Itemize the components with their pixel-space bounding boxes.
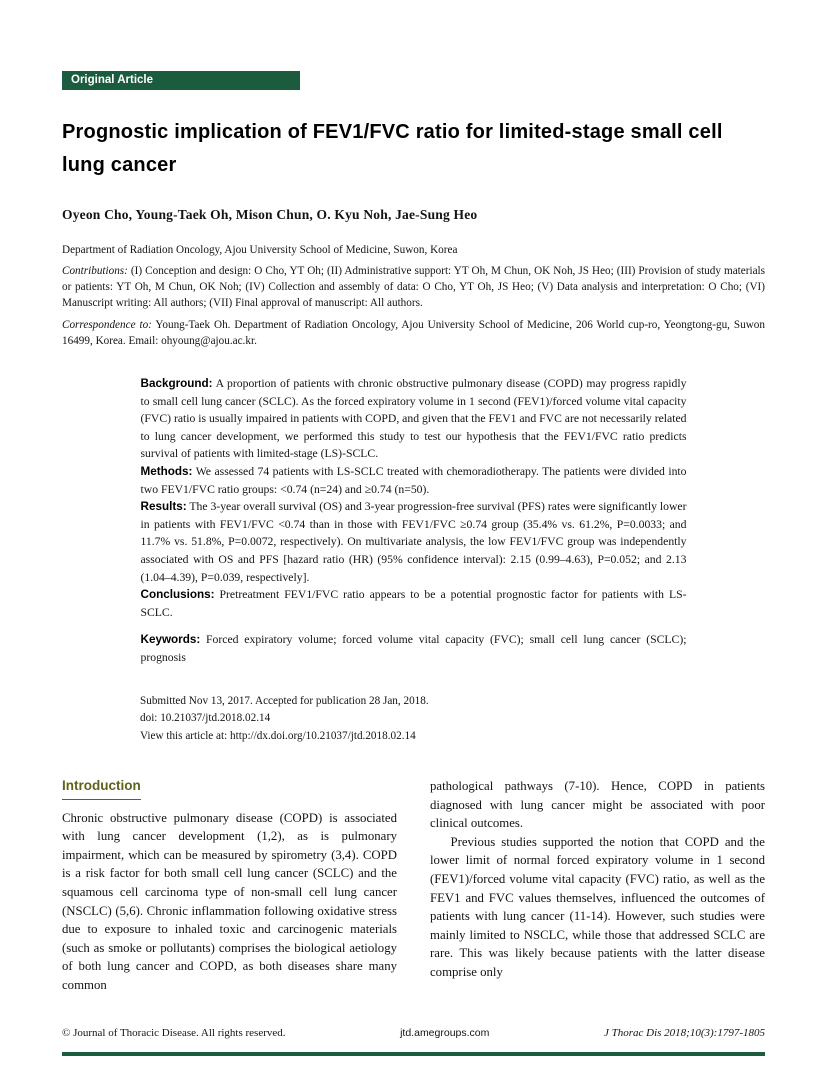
abstract-results bbox=[141, 498, 687, 586]
conclusions-text: Pretreatment FEV1/FVC ratio appears to be a potential prognostic factor for patients with LS-SCLC. bbox=[140, 588, 687, 619]
contributions-text: (I) Conception and design: O Cho, YT Oh; (II) Administrative support: YT Oh, M Chun, OK Noh, JS Heo; (III) Provision of study materials or patients: YT Oh, M Chun, OK Noh; (IV) Collection and assembly of data: O Cho, YT Oh, JS Heo; (V) Data analysis and interpretation: O Cho; (VI) Manuscript writing: All authors; (VII) Final approval of manuscript: All authors. bbox=[62, 265, 765, 309]
footer-text-row bbox=[62, 1027, 765, 1039]
abstract-background bbox=[141, 375, 687, 463]
body-paragraph: Chronic obstructive pulmonary disease (COPD) is associated with lung cancer development (1,2), as is pulmonary impairment, which can be measured by spirometry (3,4). COPD is a risk factor for both small cell lung cancer (SCLC) and the squamous cell carcinoma type of non-small cell lung cancer (NSCLC) (5,6). Chronic inflammation following oxidative stress due to exposure to inhaled toxic and carcinogenic materials (such as smoke or pollutants) comprises the biological aetiology of both lung cancer and COPD, as both diseases share many common bbox=[62, 810, 397, 992]
correspondence-period: . bbox=[254, 335, 257, 347]
footer-rule bbox=[62, 1052, 765, 1056]
copyright-notice: © Journal of Thoracic Disease. All rights reserved. bbox=[62, 1027, 286, 1039]
methods-text: We assessed 74 patients with LS-SCLC treated with chemoradiotherapy. The patients were divided into two FEV1/FVC ratio groups: <0.74 (n=24) and ≥0.74 (n=50). bbox=[140, 464, 687, 496]
correspondence bbox=[62, 317, 765, 349]
keywords-label: Keywords: bbox=[140, 633, 201, 647]
publication-meta bbox=[140, 693, 765, 746]
contributions-label: Contributions: bbox=[62, 265, 128, 277]
abstract-conclusions bbox=[141, 586, 687, 621]
correspondence-text: Young-Taek Oh. Department of Radiation Oncology, Ajou University School of Medicine, 206 World cup-ro, Yeongtong-gu, Suwon 16499, Korea. Email: bbox=[62, 319, 765, 347]
results-text: The 3-year overall survival (OS) and 3-year progression-free survival (PFS) rates were significantly lower in patients with FEV1/FVC <0.74 than in those with FEV1/FVC ≥0.74 group (35.4% vs. 61.2%, P=0.0033; and 11.7% vs. 51.8%, P=0.0072, respectively). On multivariate analysis, the low FEV1/FVC group was independently associated with OS and PFS [hazard ratio (HR) (95% confidence interval): 2.15 (0.99–4.63), P=0.052; and 2.13 (1.04–4.39), P=0.039, respectively]. bbox=[140, 500, 687, 584]
article-url-link[interactable]: http://dx.doi.org/10.21037/jtd.2018.02.14 bbox=[230, 729, 416, 742]
conclusions-label: Conclusions: bbox=[140, 588, 215, 602]
view-article-line bbox=[140, 728, 765, 746]
article-type-badge bbox=[62, 71, 300, 90]
section-heading-introduction: Introduction bbox=[62, 777, 141, 800]
article-title: Prognostic implication of FEV1/FVC ratio for limited-stage small cell lung cancer bbox=[62, 121, 723, 176]
doi-line: doi: 10.21037/jtd.2018.02.14 bbox=[140, 712, 271, 724]
right-column bbox=[430, 777, 765, 995]
abstract-methods bbox=[141, 463, 687, 498]
affiliation: Department of Radiation Oncology, Ajou University School of Medicine, Suwon, Korea bbox=[62, 244, 458, 256]
results-label: Results: bbox=[140, 500, 187, 514]
abstract-keywords bbox=[141, 631, 687, 666]
left-column bbox=[62, 777, 397, 995]
background-text: A proportion of patients with chronic obstructive pulmonary disease (COPD) may progress rapidly to small cell lung cancer (SCLC). As the forced expiratory volume in 1 second (FEV1)/forced volume vital capacity (FVC) ratio is usually impaired in patients with COPD, and given that the FEV1 and FVC are not necessarily related to lung cancer development, we performed this study to test our hypothesis that the FEV1/FVC ratio predicts survival of patients with limited-stage (LS)-SCLC. bbox=[140, 377, 687, 461]
contributions bbox=[62, 263, 765, 311]
correspondence-label: Correspondence to: bbox=[62, 319, 152, 331]
abstract bbox=[141, 375, 687, 667]
methods-label: Methods: bbox=[140, 464, 193, 478]
body-paragraph: Previous studies supported the notion that COPD and the lower limit of normal forced expiratory volume in 1 second (FEV1)/forced volume vital capacity (FVC) ratio, as well as the FEV1 and FVC values themselves, influenced the outcomes of patients with lung cancer (11-14). However, such studies were mainly limited to NSCLC, while those that addressed SCLC are rare. This was likely because patients with the latter disease comprise only bbox=[430, 834, 765, 979]
author-list: Oyeon Cho, Young-Taek Oh, Mison Chun, O. Kyu Noh, Jae-Sung Heo bbox=[62, 207, 478, 222]
keywords-text: Forced expiratory volume; forced volume vital capacity (FVC); small cell lung cancer (SCLC); prognosis bbox=[140, 633, 687, 664]
submission-dates: Submitted Nov 13, 2017. Accepted for publication 28 Jan, 2018. bbox=[140, 694, 429, 707]
view-article-label: View this article at: bbox=[140, 729, 231, 742]
citation: J Thorac Dis 2018;10(3):1797-1805 bbox=[603, 1027, 765, 1039]
body-columns bbox=[62, 777, 765, 995]
journal-website-link[interactable]: jtd.amegroups.com bbox=[400, 1027, 490, 1039]
page-footer bbox=[62, 1027, 765, 1056]
article-type-label: Original Article bbox=[71, 74, 154, 86]
correspondence-email-link[interactable]: ohyoung@ajou.ac.kr bbox=[161, 335, 255, 347]
body-paragraph: pathological pathways (7-10). Hence, COPD in patients diagnosed with lung cancer might be associated with poor clinical outcomes. bbox=[430, 779, 765, 831]
background-label: Background: bbox=[140, 377, 213, 390]
